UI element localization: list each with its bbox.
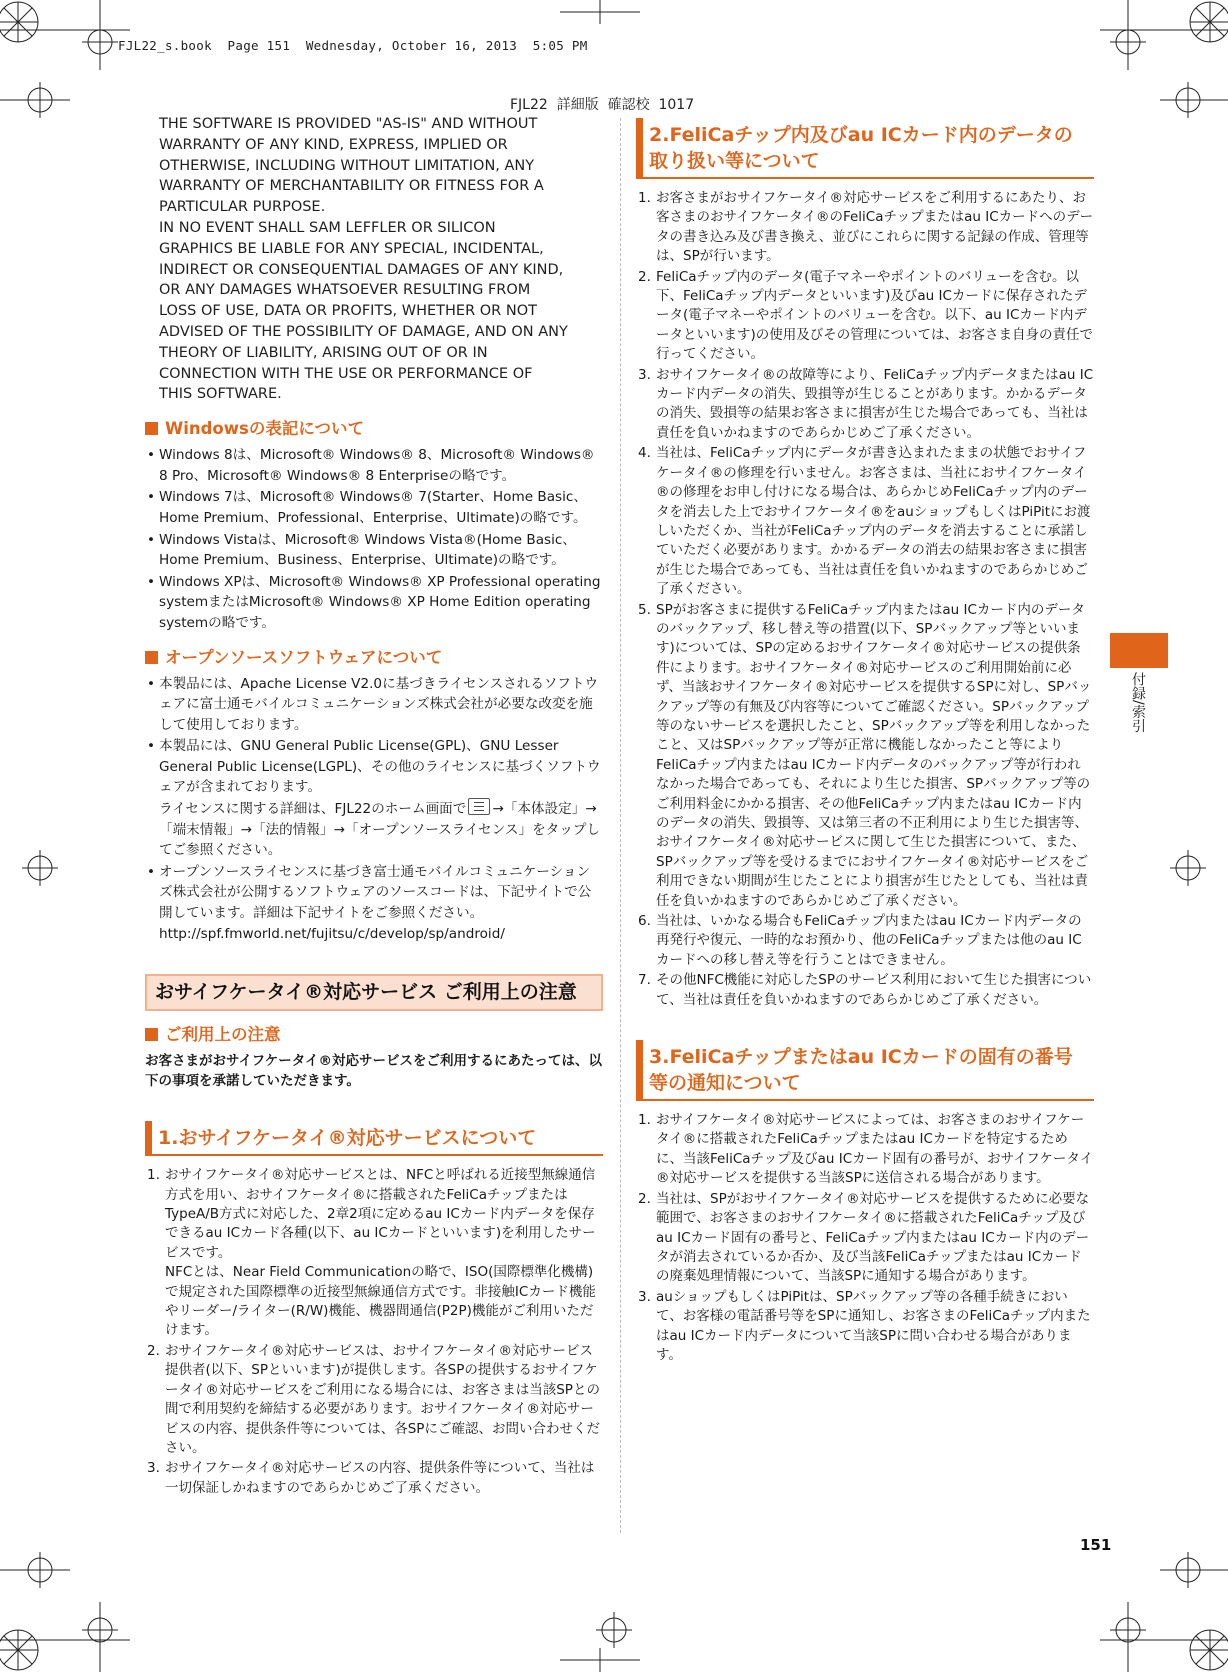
list-item — [636, 1288, 1094, 1366]
license-line: LOSS OF USE, DATA OR PROFITS, WHETHER OR NOT — [159, 303, 537, 320]
item-number: 6. — [638, 913, 651, 930]
open-source-heading — [145, 644, 603, 668]
license-line: CONNECTION WITH THE USE OR PERFORMANCE OF — [159, 365, 533, 382]
item-number: 7. — [638, 972, 651, 989]
section-2-heading: 2.FeliCaチップ内及びau ICカード内のデータの取り扱い等について — [636, 118, 1094, 179]
chapter-side-label: 付録/索引 — [1130, 672, 1146, 733]
item-number: 1. — [638, 1112, 651, 1129]
list-item — [145, 736, 603, 861]
license-text-block — [145, 114, 603, 405]
license-line: GRAPHICS BE LIABLE FOR ANY SPECIAL, INCIDENTAL, — [159, 240, 544, 257]
item-extra: NFCとは、Near Field Communicationの略で、ISO(国際標準化機構)で規定された国際標準の近接型無線通信方式です。非接触ICカード機能やリーダー/ライター(R/W)機能、機器間通信(P2P)機能がご利用いただけます。 — [165, 1264, 596, 1339]
section-2-list — [636, 189, 1094, 1010]
license-line: WARRANTY OF ANY KIND, EXPRESS, IMPLIED OR — [159, 136, 508, 153]
item-text: お客さまがおサイフケータイ®対応サービスをご利用するにあたり、お客さまのおサイフケータイ®のFeliCaチップまたはau ICカードへのデータの書き込み及び書き換え、並びにこれらに関する記録の作成、管理等は、SPが行います。 — [656, 190, 1094, 265]
item-text: おサイフケータイ®対応サービスは、おサイフケータイ®対応サービス提供者(以下、SPといいます)が提供します。各SPの提供するおサイフケータイ®対応サービスをご利用になる場合には、お客さまは当該SPとの間で利用契約を締結する必要があります。おサイフケータイ®対応サービスの内容、提供条件等については、各SPにご確認、お問い合わせください。 — [165, 1342, 600, 1456]
list-item — [145, 1459, 603, 1498]
license-line: ADVISED OF THE POSSIBILITY OF DAMAGE, AND ON ANY — [159, 323, 568, 340]
column-divider — [620, 118, 621, 1533]
heading-text: オープンソースソフトウェアについて — [165, 647, 443, 667]
oss-item-text: • 本製品には、GNU General Public License(GPL)、GNU Lesser General Public License(LGPL)、その他のライセンスに基づくソフトウェアが含まれております。 — [159, 738, 601, 796]
license-line: OR ANY DAMAGES WHATSOEVER RESULTING FROM — [159, 282, 531, 299]
left-column — [145, 114, 603, 1499]
item-number: 1. — [147, 1167, 160, 1184]
item-text: 当社は、SPがおサイフケータイ®対応サービスを提供するために必要な範囲で、お客さまのおサイフケータイ®に搭載されたFeliCaチップ及びau ICカード固有の番号と、FeliCaチップ内またはau ICカード内のデータが消去されているか否か、及び当該FeliCaチップまたはau ICカードの廃棄処理情報について、当該SPに通知する場合があります。 — [656, 1190, 1090, 1285]
item-text: その他NFC機能に対応したSPのサービス利用において生じた損害について、当社は責任を負いかねますのであらかじめご了承ください。 — [656, 972, 1092, 1008]
list-item: • Windows 7は、Microsoft® Windows® 7(Starter、Home Basic、Home Premium、Professional、Enterprise、Ultimate)の略です。 — [145, 487, 603, 528]
square-bullet-icon — [145, 422, 158, 435]
list-item — [636, 601, 1094, 912]
license-line: WARRANTY OF MERCHANTABILITY OR FITNESS FOR A — [159, 178, 544, 195]
license-line: THEORY OF LIABILITY, ARISING OUT OF OR IN — [159, 344, 488, 361]
item-number: 2. — [638, 1190, 651, 1207]
item-number: 3. — [147, 1460, 160, 1477]
source-code-url[interactable]: http://spf.fmworld.net/fujitsu/c/develop/sp/android/ — [159, 925, 505, 942]
list-item — [636, 268, 1094, 365]
section-3-list — [636, 1111, 1094, 1365]
list-item: • Windows Vistaは、Microsoft® Windows Vista®(Home Basic、Home Premium、Business、Enterprise、Ultimate)の略です。 — [145, 530, 603, 571]
item-text: おサイフケータイ®対応サービスの内容、提供条件等について、当社は一切保証しかねますのであらかじめご了承ください。 — [165, 1460, 595, 1496]
item-number: 3. — [638, 1288, 651, 1305]
list-item — [636, 1111, 1094, 1189]
list-item — [145, 1342, 603, 1458]
section-3-heading: 3.FeliCaチップまたはau ICカードの固有の番号等の通知について — [636, 1040, 1094, 1101]
menu-key-icon — [468, 798, 490, 815]
square-bullet-icon — [145, 651, 158, 664]
list-item — [636, 366, 1094, 444]
item-number: 1. — [638, 190, 651, 206]
item-number: 2. — [147, 1342, 160, 1359]
section-1-heading: 1.おサイフケータイ®対応サービスについて — [145, 1121, 603, 1156]
item-text: auショップもしくはPiPitは、SPバックアップ等の各種手続きにおいて、お客様の電話番号等をSPに通知し、お客さまのFeliCaチップ内またはau ICカード内データについて当該SPに問い合わせる場合があります。 — [656, 1288, 1091, 1363]
open-source-list — [145, 674, 603, 945]
osaifu-caution-title-box: おサイフケータイ®対応サービス ご利用上の注意 — [145, 974, 603, 1011]
page-number: 151 — [1080, 1536, 1112, 1554]
list-item: • 本製品には、Apache License V2.0に基づきライセンスされるソフトウェアに富士通モバイルコミュニケーションズ株式会社が必要な改変を施して使用しております。 — [145, 674, 603, 736]
item-text: FeliCaチップ内のデータ(電子マネーやポイントのバリューを含む。以下、FeliCaチップ内データといいます)及びau ICカードに保存されたデータ(電子マネーやポイントのバリューを含む。以下、au ICカード内データといいます)の使用及びその管理については、お客さま自身の責任で行ってください。 — [656, 268, 1093, 363]
list-item — [636, 189, 1094, 267]
windows-notation-heading — [145, 415, 603, 439]
chapter-side-tab[interactable] — [1110, 633, 1168, 668]
item-number: 4. — [638, 445, 651, 462]
license-line: PARTICULAR PURPOSE. — [159, 199, 326, 216]
license-line: INDIRECT OR CONSEQUENTIAL DAMAGES OF ANY KIND, — [159, 261, 564, 278]
list-item — [636, 444, 1094, 599]
list-item: • Windows XPは、Microsoft® Windows® XP Professional operating systemまたはMicrosoft® Windows® XP Home Edition operating systemの略です。 — [145, 572, 603, 634]
oss-item-text: • オープンソースライセンスに基づき富士通モバイルコミュニケーションズ株式会社が公開するソフトウェアのソースコードは、下記サイトで公開しています。詳細は下記サイトをご参照ください。 — [159, 863, 592, 922]
license-line: THE SOFTWARE IS PROVIDED "AS-IS" AND WITHOUT — [159, 116, 538, 132]
caution-heading — [145, 1021, 603, 1045]
square-bullet-icon — [145, 1028, 158, 1041]
license-line: THIS SOFTWARE. — [159, 386, 282, 403]
heading-text: Windowsの表記について — [165, 419, 364, 439]
caution-intro: お客さまがおサイフケータイ®対応サービスをご利用するにあたっては、以下の事項を承諾していただきます。 — [145, 1053, 602, 1090]
list-item: • Windows 8は、Microsoft® Windows® 8、Microsoft® Windows® 8 Pro、Microsoft® Windows® 8 Enterpriseの略です。 — [145, 445, 603, 486]
windows-list — [145, 445, 603, 633]
item-number: 5. — [638, 601, 651, 618]
item-text: おサイフケータイ®対応サービスとは、NFCと呼ばれる近接型無線通信方式を用い、おサイフケータイ®に搭載されたFeliCaチップまたはTypeA/B方式に対応した、2章2項に定めるau ICカード内データを保存できるau ICカード各種(以下、au ICカードといいます)を利用したサービスです。 — [165, 1167, 596, 1261]
section-1-list — [145, 1166, 603, 1498]
list-item — [636, 1190, 1094, 1287]
license-line: IN NO EVENT SHALL SAM LEFFLER OR SILICON — [159, 219, 496, 236]
license-line: OTHERWISE, INCLUDING WITHOUT LIMITATION, ANY — [159, 157, 535, 174]
heading-text: ご利用上の注意 — [165, 1025, 281, 1045]
item-text: おサイフケータイ®の故障等により、FeliCaチップ内データまたはau ICカード内データの消失、毀損等が生じることがあります。かかるデータの消失、毀損等の結果お客さまに損害が生じた場合であっても、当社は責任を負いかねますのであらかじめご了承ください。 — [656, 366, 1094, 441]
item-text: 当社は、FeliCaチップ内にデータが書き込まれたままの状態でおサイフケータイ®の修理を行いません。お客さまは、当社におサイフケータイ®の修理をお申し付けになる場合は、あらかじめFeliCaチップ内のデータを消去した上でおサイフケータイ®をauショップもしくはPiPitにお渡しいただくか、当社がFeliCaチップ内のデータを消去することに承諾していただく必要があります。かかるデータの消去の結果お客さまに損害が生じた場合であっても、当社は責任を負いかねますのであらかじめご了承ください。 — [656, 445, 1091, 598]
item-number: 3. — [638, 366, 651, 383]
list-item — [145, 1166, 603, 1341]
oss-item-text: →「本体設定」→「端末情報」→「法的情報」→「オープンソースライセンス」をタップしてご参照ください。 — [159, 801, 601, 859]
item-text: おサイフケータイ®対応サービスによっては、お客さまのおサイフケータイ®に搭載されたFeliCaチップまたはau ICカードを特定するために、当該FeliCaチップ及びau ICカード固有の番号が、おサイフケータイ®対応サービスを提供する当該SPに送信される場合があります。 — [656, 1112, 1094, 1187]
oss-item-text: ライセンスに関する詳細は、FJL22のホーム画面で — [159, 801, 467, 818]
proof-version-info: FJL22 詳細版 確認校 1017 — [510, 97, 695, 113]
item-text: SPがお客さまに提供するFeliCaチップ内またはau ICカード内のデータのバックアップ、移し替え等の措置(以下、SPバックアップ等といいます)については、SPの定めるおサイフケータイ®対応サービスの提供条件によります。おサイフケータイ®対応サービスのご利用開始前に必ず、当該おサイフケータイ®対応サービスを提供するSPに対し、SPバックアップ等の有無及び内容等についてご確認ください。SPバックアップ等のないサービスを選択したこと、SPバックアップ等を利用しなかったこと、又はSPバックアップ等が正常に機能しなかったこと等によりFeliCaチップ内またはau ICカード内データのバックアップ等が行われなかった場合であっても、それにより生じた損害、SPバックアップ等のご利用料金にかかる損害、その他FeliCaチップ内またはau ICカード内のデータの消失、毀損等、又は第三者の不正利用により生じた損害等、おサイフケータイ®対応サービスに関して生じた損害について、また、SPバックアップ等を受けるまでにおサイフケータイ®対応サービスをご利用できない期間が生じたことにより損害が生じたとしても、当社は責任を負いかねますのであらかじめご了承ください。 — [656, 601, 1092, 909]
list-item — [636, 971, 1094, 1010]
print-book-info: FJL22_s.book Page 151 Wednesday, October 16, 2013 5:05 PM — [118, 38, 588, 53]
right-column — [636, 114, 1094, 1366]
item-number: 2. — [638, 268, 651, 285]
item-text: 当社は、いかなる場合もFeliCaチップ内またはau ICカード内データの再発行や復元、一時的なお預かり、他のFeliCaチップまたは他のau ICカードへの移し替え等を行うことはできません。 — [656, 913, 1082, 968]
list-item — [145, 862, 603, 944]
list-item — [636, 912, 1094, 970]
